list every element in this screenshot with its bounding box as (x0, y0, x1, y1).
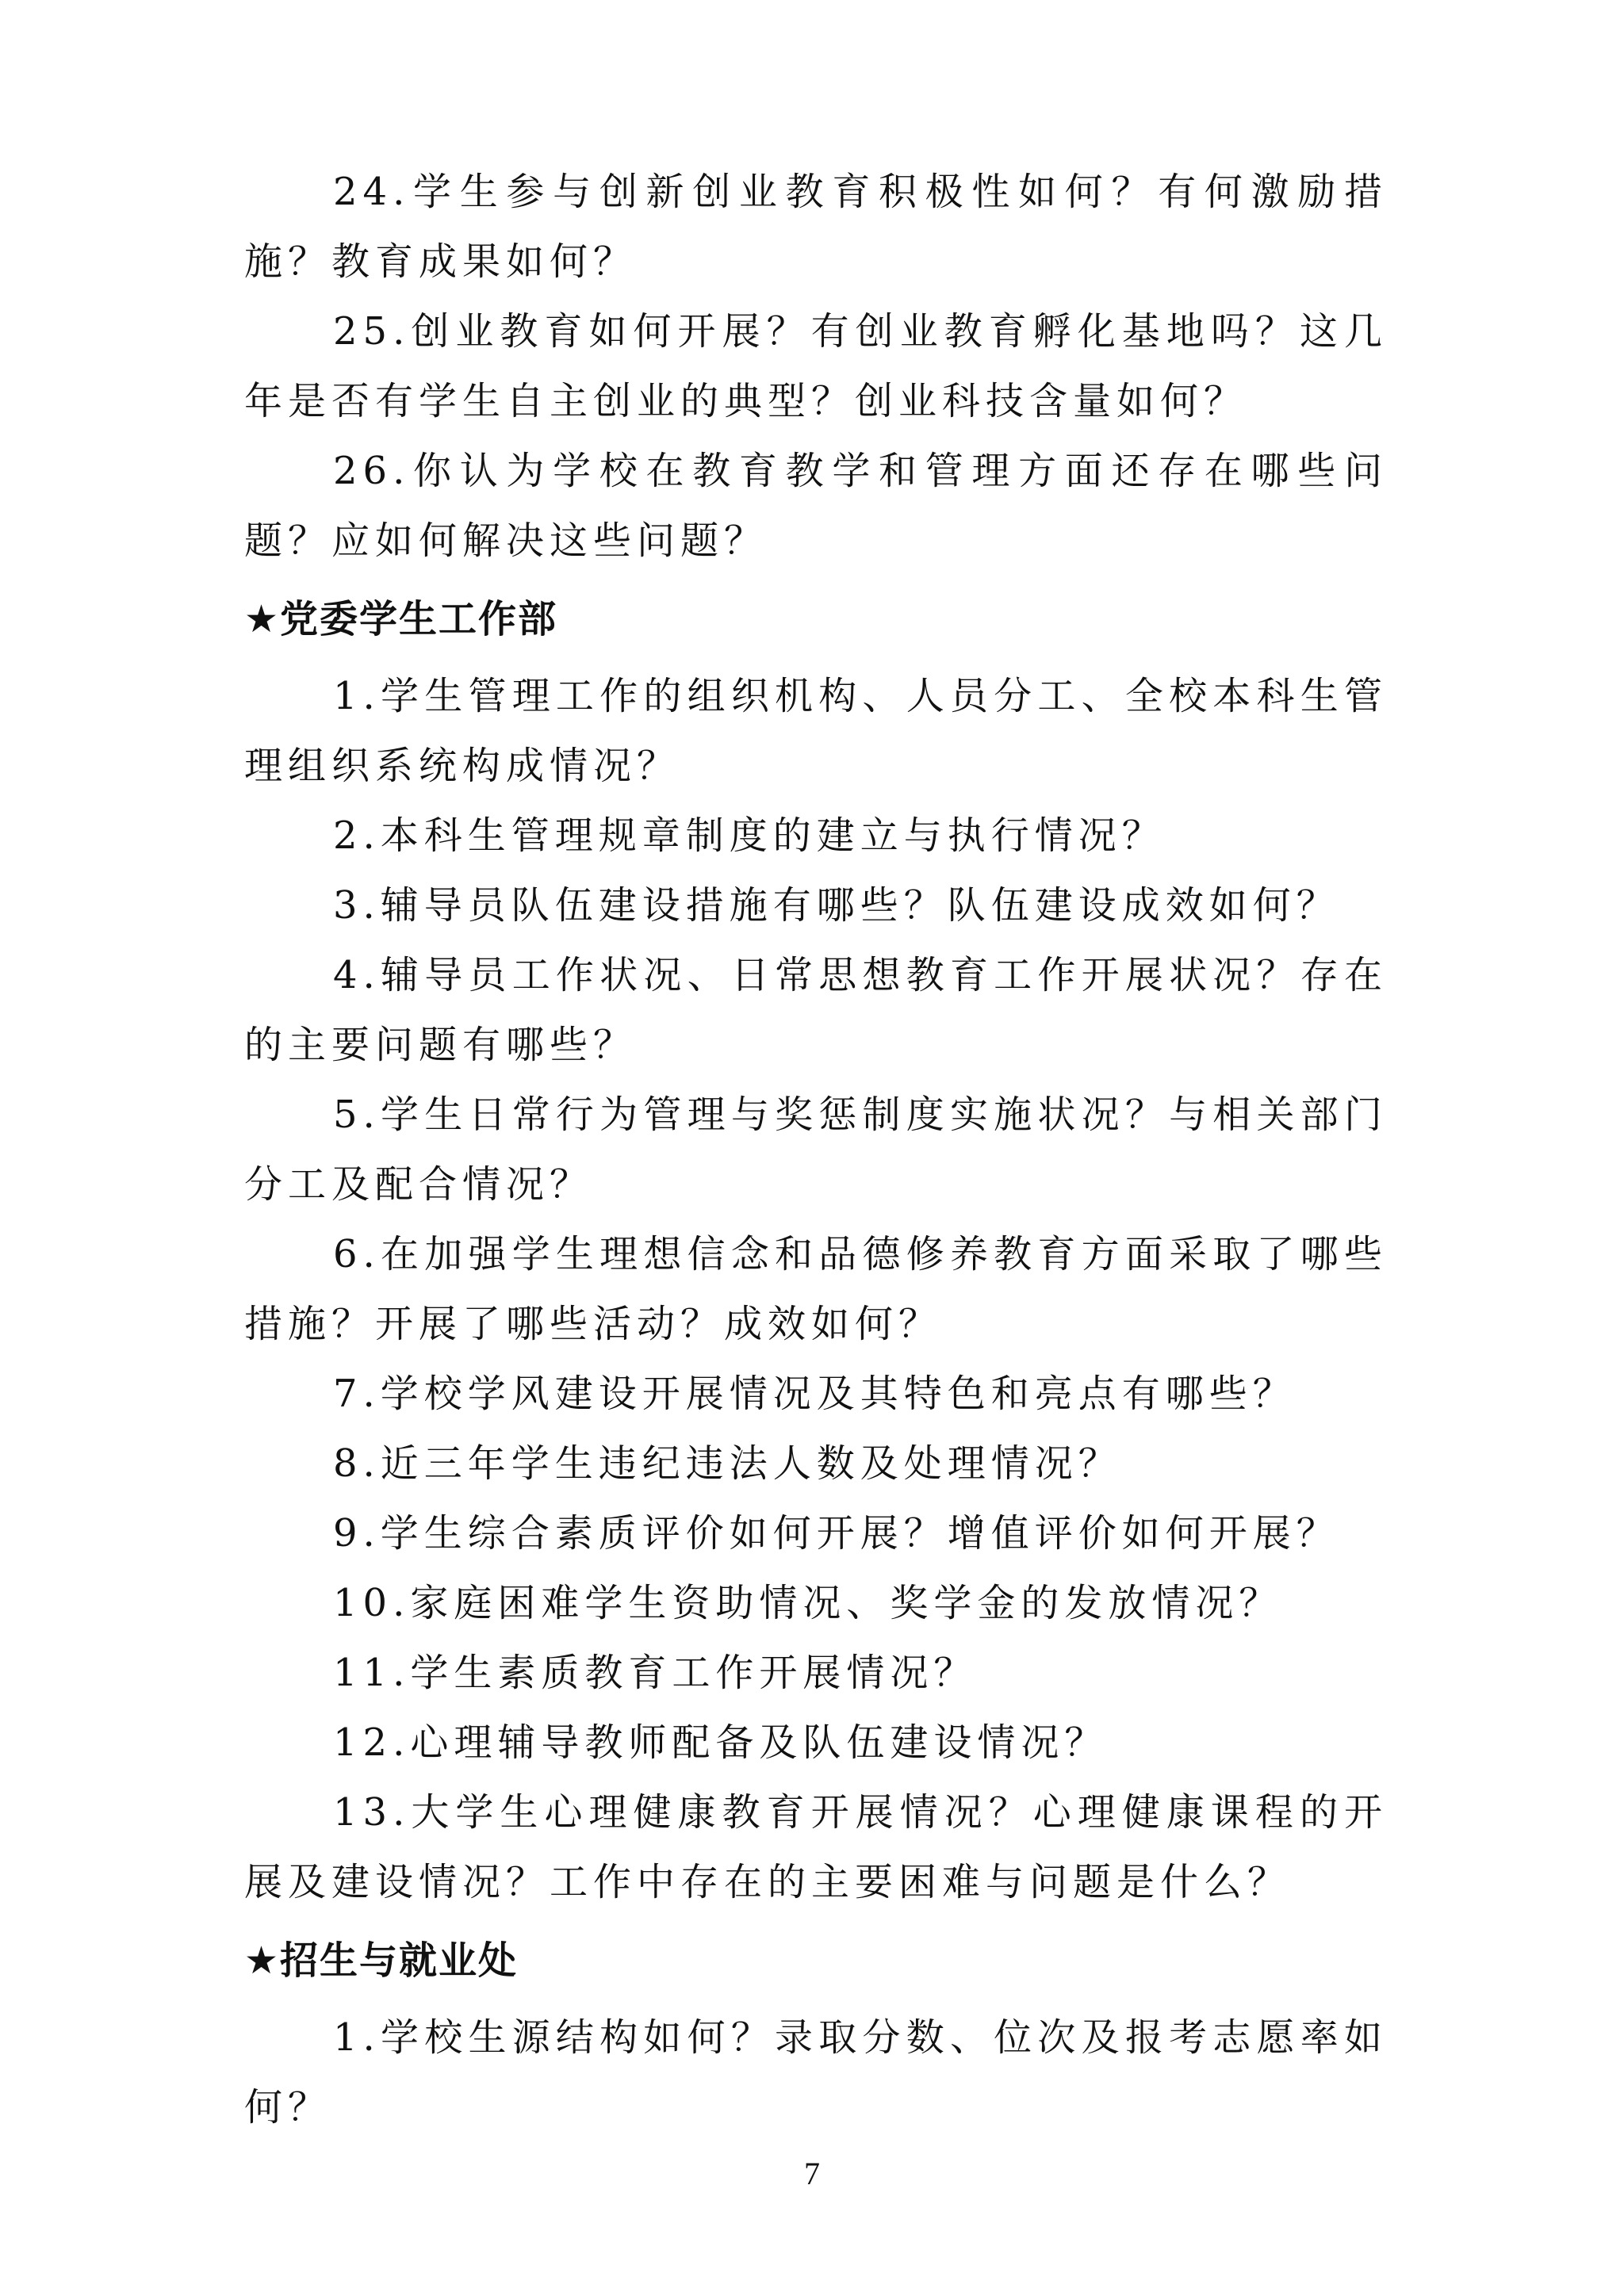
question-item: 26.你认为学校在教育教学和管理方面还存在哪些问题？应如何解决这些问题？ (244, 449, 1388, 563)
question-item: 5.学生日常行为管理与奖惩制度实施状况？与相关部门分工及配合情况？ (244, 1093, 1388, 1207)
question-item: 8.近三年学生违纪违法人数及处理情况？ (333, 1441, 1122, 1486)
question-item: 7.学校学风建设开展情况及其特色和亮点有哪些？ (333, 1372, 1297, 1416)
page-number: 7 (804, 2156, 820, 2191)
question-item: 2.本科生管理规章制度的建立与执行情况？ (333, 813, 1166, 858)
question-item: 11.学生素质教育工作开展情况？ (333, 1651, 978, 1695)
question-item: 1.学校生源结构如何？录取分数、位次及报考志愿率如何？ (244, 2015, 1388, 2130)
question-item: 24.学生参与创新创业教育积极性如何？有何激励措施？教育成果如何？ (244, 170, 1388, 284)
question-item: 4.辅导员工作状况、日常思想教育工作开展状况？存在的主要问题有哪些？ (244, 953, 1388, 1067)
page-content (244, 157, 1388, 2142)
question-item: 3.辅导员队伍建设措施有哪些？队伍建设成效如何？ (333, 883, 1340, 928)
question-item: 25.创业教育如何开展？有创业教育孵化基地吗？这几年是否有学生自主创业的典型？创业科技含量如何？ (244, 309, 1388, 423)
question-item: 1.学生管理工作的组织机构、人员分工、全校本科生管理组织系统构成情况？ (244, 674, 1388, 788)
section-heading-student-affairs: ★党委学生工作部 (244, 597, 558, 641)
question-item: 6.在加强学生理想信念和品德修养教育方面采取了哪些措施？开展了哪些活动？成效如何？ (244, 1232, 1388, 1346)
question-item: 9.学生综合素质评价如何开展？增值评价如何开展？ (333, 1511, 1340, 1556)
question-item: 10.家庭困难学生资助情况、奖学金的发放情况？ (333, 1581, 1283, 1625)
question-item: 12.心理辅导教师配备及队伍建设情况？ (333, 1720, 1109, 1765)
section-heading-admissions: ★招生与就业处 (244, 1938, 519, 1983)
question-item: 13.大学生心理健康教育开展情况？心理健康课程的开展及建设情况？工作中存在的主要困难与问题是什么？ (244, 1790, 1388, 1904)
